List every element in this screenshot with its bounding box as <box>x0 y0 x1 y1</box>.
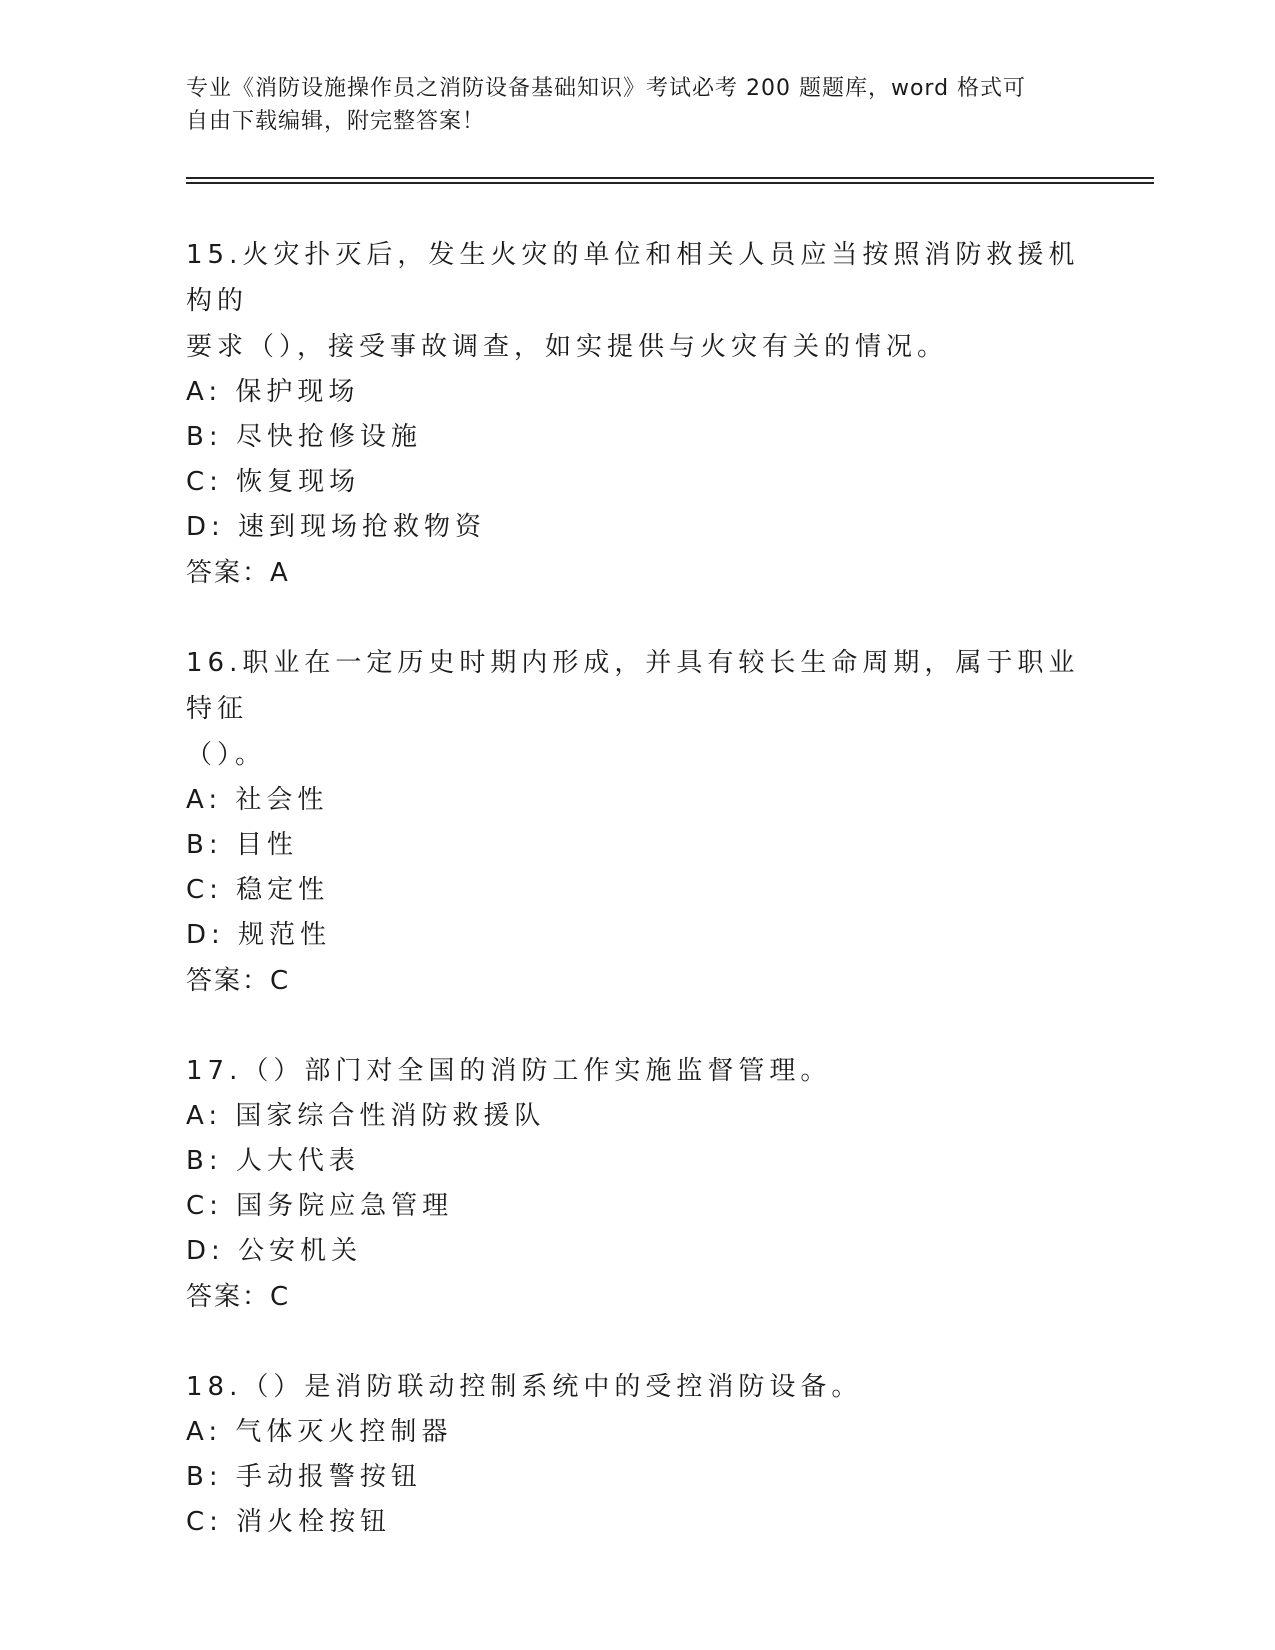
answer: 答案：A <box>186 558 290 588</box>
question-text-continued: 要求（），接受事故调查，如实提供与火灾有关的情况。 <box>186 332 949 362</box>
option-d: D: 规范性 <box>186 920 332 950</box>
answer: 答案：C <box>186 966 291 996</box>
answer: 答案：C <box>186 1282 291 1312</box>
question-text: 18.（）是消防联动控制系统中的受控消防设备。 <box>186 1372 863 1402</box>
option-c: C: 国务院应急管理 <box>186 1191 454 1221</box>
option-b: B: 目性 <box>186 830 298 860</box>
question-text: 17.（）部门对全国的消防工作实施监督管理。 <box>186 1056 832 1086</box>
header-line-2: 自由下载编辑，附完整答案！ <box>186 109 486 134</box>
option-c: C: 恢复现场 <box>186 467 361 497</box>
option-b: B: 人大代表 <box>186 1146 360 1176</box>
option-b: B: 手动报警按钮 <box>186 1462 422 1492</box>
question-15 <box>186 232 1086 596</box>
option-c: C: 消火栓按钮 <box>186 1507 392 1537</box>
option-a: A: 国家综合性消防救援队 <box>186 1101 546 1131</box>
question-18 <box>186 1364 1086 1545</box>
question-16 <box>186 640 1086 1004</box>
question-text-continued: （）。 <box>186 740 267 770</box>
header-divider-top <box>186 177 1154 179</box>
question-list <box>186 232 1086 1589</box>
option-a: A: 保护现场 <box>186 377 360 407</box>
option-c: C: 稳定性 <box>186 875 330 905</box>
option-b: B: 尽快抢修设施 <box>186 422 422 452</box>
question-text: 16.职业在一定历史时期内形成，并具有较长生命周期，属于职业特征 <box>186 648 1080 724</box>
option-a: A: 气体灭火控制器 <box>186 1417 453 1447</box>
question-text: 15.火灾扑灭后，发生火灾的单位和相关人员应当按照消防救援机构的 <box>186 240 1080 316</box>
header-line-1: 专业《消防设施操作员之消防设备基础知识》考试必考 200 题题库，word 格式可 <box>186 76 1027 101</box>
document-header <box>186 72 1066 138</box>
question-17 <box>186 1048 1086 1320</box>
option-a: A: 社会性 <box>186 785 329 815</box>
option-d: D: 速到现场抢救物资 <box>186 512 487 542</box>
option-d: D: 公安机关 <box>186 1236 363 1266</box>
header-divider-bottom <box>186 182 1154 184</box>
